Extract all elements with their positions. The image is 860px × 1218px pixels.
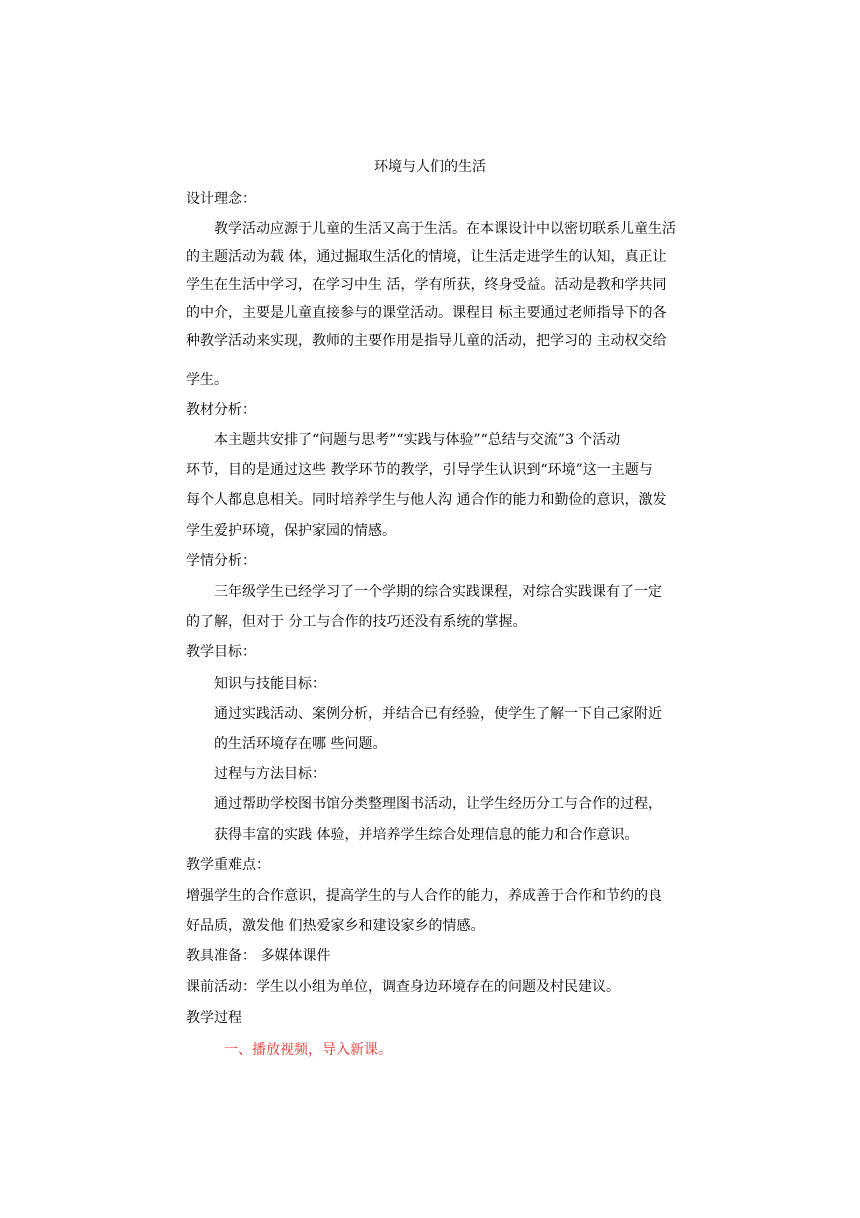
material-line: 本主题共安排了“问题与思考”“实践与体验”“总结与交流”3 个活动 — [214, 432, 621, 448]
material-line: 学生爱护环境，保护家园的情感。 — [186, 523, 396, 539]
key-points-heading: 教学重难点： — [186, 857, 270, 873]
key-points-line: 好品质，激发他 们热爱家乡和建设家乡的情感。 — [186, 918, 485, 934]
knowledge-goal-line: 的生活环境存在哪 些问题。 — [214, 736, 387, 752]
learner-heading: 学情分析： — [186, 553, 256, 569]
tools-line: 教具准备： 多媒体课件 — [186, 948, 331, 964]
learner-line: 三年级学生已经学习了一个学期的综合实践课程，对综合实践课有了一定 — [214, 584, 662, 600]
design-heading: 设计理念： — [186, 191, 256, 207]
design-line: 学生在生活中学习，在学习中生 活，学有所获，终身受益。活动是教和学共同 — [186, 277, 667, 293]
process-heading: 教学过程 — [186, 1010, 242, 1026]
knowledge-goal-line: 通过实践活动、案例分析，并结合已有经验，使学生了解一下自己家附近 — [214, 706, 662, 722]
material-line: 环节，目的是通过这些 教学环节的教学，引导学生认识到“环境”这一主题与 — [186, 462, 653, 478]
design-line: 学生。 — [186, 372, 228, 388]
goals-heading: 教学目标： — [186, 644, 256, 660]
process-goal-line: 通过帮助学校图书馆分类整理图书活动，让学生经历分工与合作的过程， — [214, 796, 662, 812]
design-line: 的主题活动为载 体，通过掘取生活化的情境，让生活走进学生的认知，真正让 — [186, 249, 667, 265]
process-goal-line: 获得丰富的实践 体验，并培养学生综合处理信息的能力和合作意识。 — [214, 827, 639, 843]
document-title: 环境与人们的生活 — [374, 159, 486, 175]
learner-line: 的了解，但对于 分工与合作的技巧还没有系统的掌握。 — [186, 614, 527, 630]
design-line: 教学活动应源于儿童的生活又高于生活。在本课设计中以密切联系儿童生活 — [214, 221, 676, 237]
key-points-line: 增强学生的合作意识，提高学生的与人合作的能力，养成善于合作和节约的良 — [186, 888, 662, 904]
design-line: 种教学活动来实现，教师的主要作用是指导儿童的活动，把学习的 主动权交给 — [186, 333, 667, 349]
pre-activity-line: 课前活动：学生以小组为单位，调查身边环境存在的问题及村民建议。 — [186, 979, 620, 995]
process-goal-heading: 过程与方法目标： — [214, 766, 326, 782]
material-heading: 教材分析： — [186, 402, 256, 418]
design-line: 的中介，主要是儿童直接参与的课堂活动。课程目 标主要通过老师指导下的各 — [186, 305, 667, 321]
process-step-1: 一、播放视频，导入新课。 — [224, 1042, 392, 1058]
knowledge-goal-heading: 知识与技能目标： — [214, 676, 326, 692]
material-line: 每个人都息息相关。同时培养学生与他人沟 通合作的能力和勤俭的意识，激发 — [186, 492, 667, 508]
